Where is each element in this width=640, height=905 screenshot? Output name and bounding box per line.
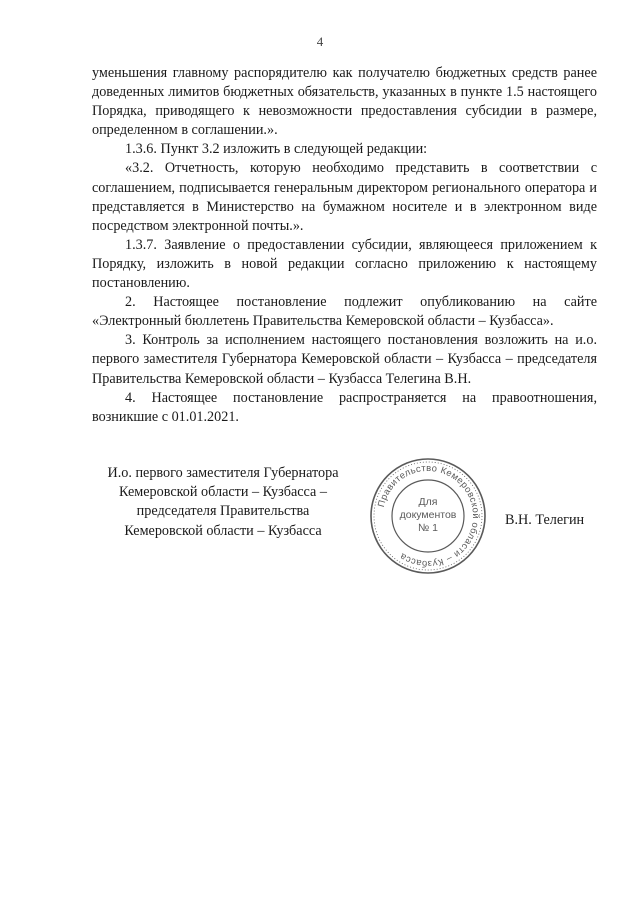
signer-title: [92, 464, 354, 541]
signer-title-line: И.о. первого заместителя Губернатора: [107, 465, 339, 481]
signer-name: В.Н. Телегин: [505, 512, 585, 528]
signer-title-line: председателя Правительства: [136, 503, 310, 520]
paragraph-1-3-6: 1.3.6. Пункт 3.2 изложить в следующей редакции:: [125, 141, 428, 158]
paragraph-1-3-7: 1.3.7. Заявление о предоставлении субсидии, являющееся приложением к Порядку, изложить в новой редакции согласно приложению к настоящему постановлению.: [92, 236, 597, 292]
seal-center-line-2: документов: [399, 509, 457, 521]
paragraph-3-2-quote: «3.2. Отчетность, которую необходимо представить в соответствии с соглашением, подписывается генеральным директором регионального оператора и представляется в Министерство на бумажном носителе и в электронном виде посредством электронной почты.».: [92, 160, 597, 234]
seal-center-line-3: № 1: [417, 522, 439, 534]
paragraph-3-control: 3. Контроль за исполнением настоящего постановления возложить на и.о. первого заместителя Губернатора Кемеровской области – Кузбасса – председателя Правительства Кемеровской области – Кузбасса Телегина В.Н.: [92, 332, 597, 387]
paragraph-continuation: уменьшения главному распорядителю как получателю бюджетных средств ранее доведенных лимитов бюджетных обязательств, указанных в пункте 1.5 настоящего Порядка, приводящего к невозможности предоставления субсидии в размере, определенном в соглашении.».: [92, 65, 597, 139]
signer-title-line: Кемеровской области – Кузбасса –: [119, 484, 327, 501]
signature-block: [0, 458, 640, 571]
seal-center-line-1: Для: [418, 496, 438, 508]
document-body: [92, 64, 597, 427]
seal-ring-text: Правительство Кемеровской области – Кузбасса: [374, 461, 483, 571]
official-seal: [368, 456, 488, 576]
paragraph-4-effective-date: 4. Настоящее постановление распространяется на правоотношения, возникшие с 01.01.2021.: [92, 389, 597, 425]
signer-title-line: Кемеровской области – Кузбасса: [124, 522, 322, 539]
page-number: 4: [316, 34, 324, 49]
paragraph-2-publication: 2. Настоящее постановление подлежит опубликованию на сайте «Электронный бюллетень Правительства Кемеровской области – Кузбасса».: [92, 294, 597, 330]
